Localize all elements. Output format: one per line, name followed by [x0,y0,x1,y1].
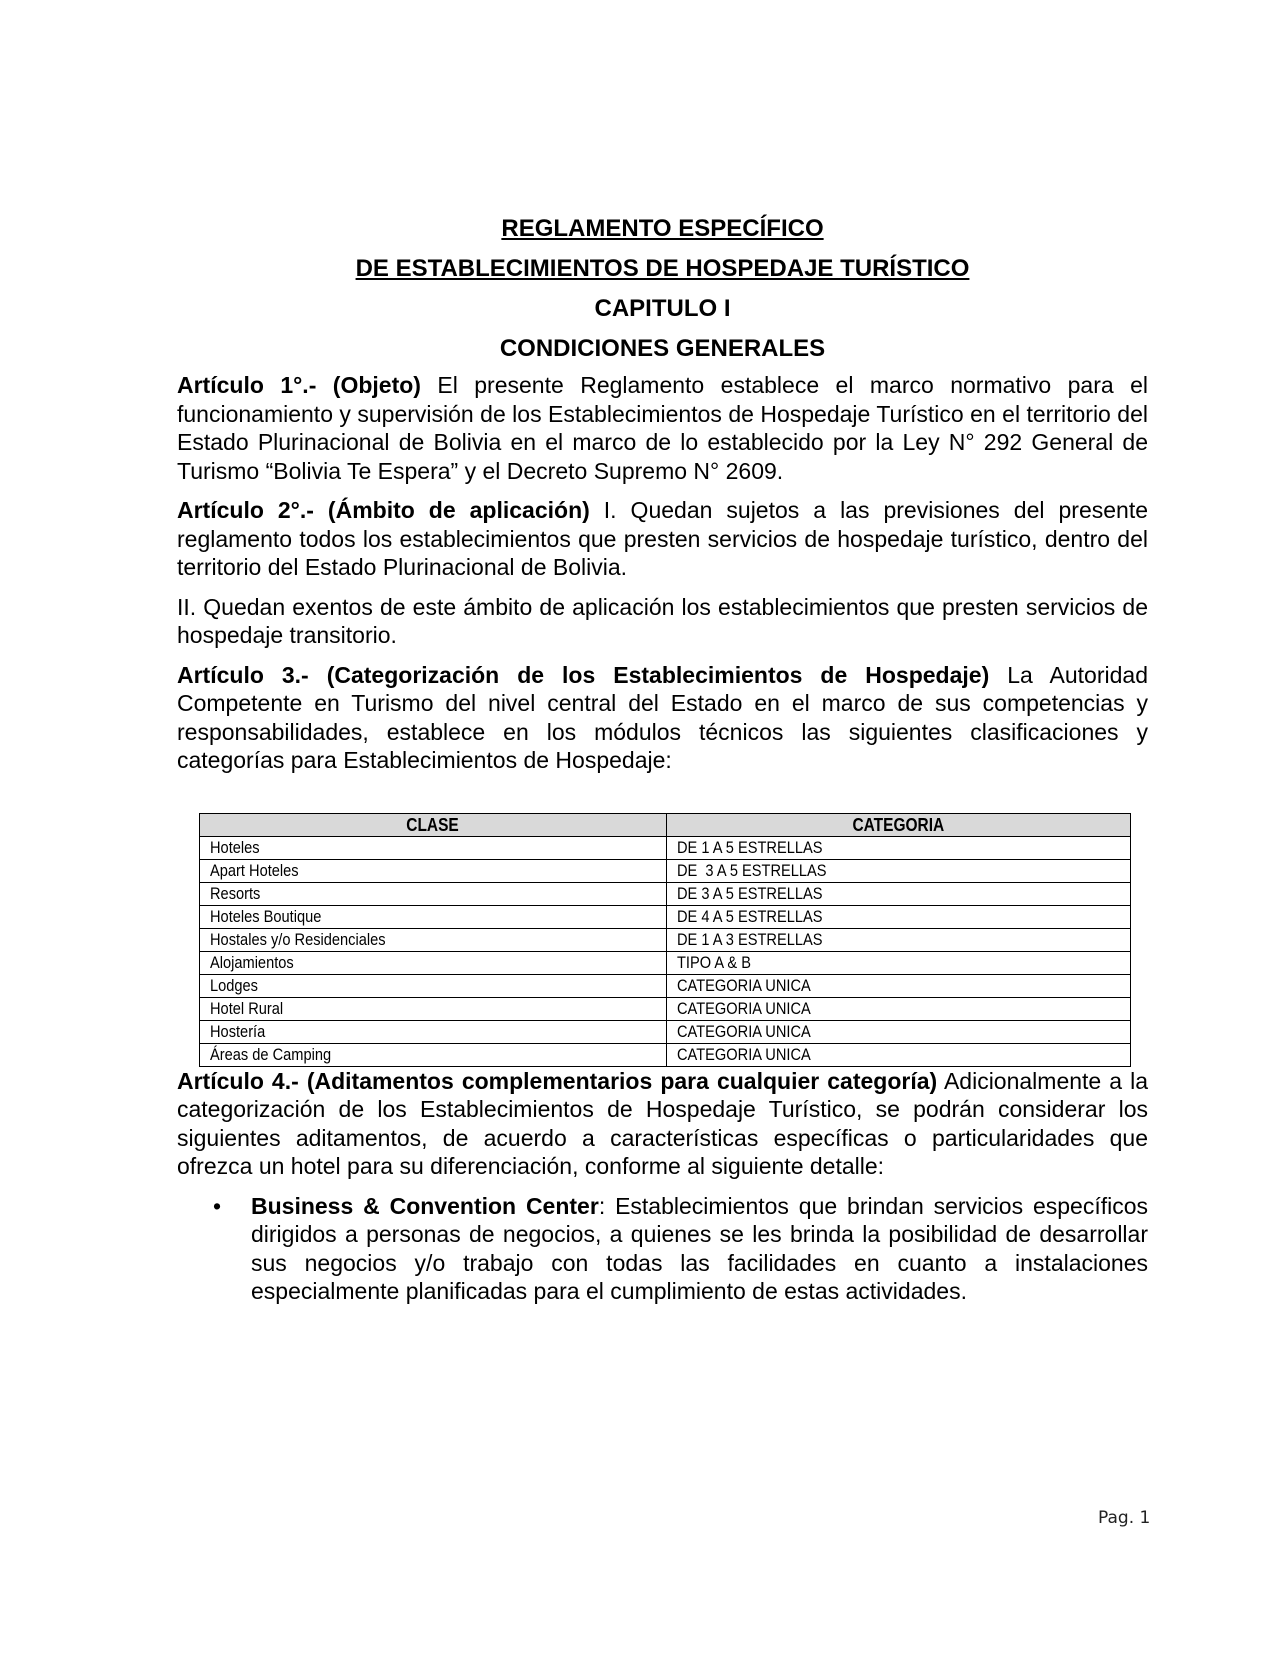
table-row [200,836,1131,859]
article-3-label: Artículo 3.- (Categorización de los Establecimientos de Hospedaje) [177,661,990,688]
article-3 [177,661,1148,775]
document-title-line1: REGLAMENTO ESPECÍFICO [501,215,824,242]
article-1 [177,371,1148,485]
chapter-title: CONDICIONES GENERALES [499,335,826,362]
category-table-wrapper [199,813,1131,1067]
article-4 [177,1067,1148,1181]
categoria-cell: DE 1 A 3 ESTRELLAS [667,928,1131,951]
chapter-number: CAPITULO I [594,295,731,322]
table-row [200,928,1131,951]
table-row [200,997,1131,1020]
list-item-label: Business & Convention Center [251,1192,599,1219]
header-clase: CLASE [200,813,667,836]
clase-cell: Lodges [200,974,667,997]
article-1-text: El presente Reglamento establece el marco normativo para el funcionamiento y supervisión de los Establecimientos de Hospedaje Turístico en el territorio del Estado Plurinacional de Bolivia en el marco de lo establecido por la Ley N° 292 General de Turismo “Bolivia Te Espera” y el Decreto Supremo N° 2609. [177,372,1149,484]
table-header-row [200,813,1131,836]
categoria-cell: DE 1 A 5 ESTRELLAS [667,836,1131,859]
table-row [200,1020,1131,1043]
table-row [200,1043,1131,1066]
article-2 [177,496,1148,582]
categoria-cell: CATEGORIA UNICA [667,974,1131,997]
clase-cell: Áreas de Camping [200,1043,667,1066]
clase-cell: Hotel Rural [200,997,667,1020]
header-categoria: CATEGORIA [667,813,1131,836]
table-row [200,905,1131,928]
document-title-line2: DE ESTABLECIMIENTOS DE HOSPEDAJE TURÍSTICO [355,255,970,282]
clase-cell: Resorts [200,882,667,905]
categoria-cell: DE 3 A 5 ESTRELLAS [667,882,1131,905]
clase-cell: Hoteles Boutique [200,905,667,928]
category-table [199,813,1131,1067]
table-row [200,882,1131,905]
article-1-label: Artículo 1°.- (Objeto) [177,372,421,398]
clase-cell: Alojamientos [200,951,667,974]
clase-cell: Hostales y/o Residenciales [200,928,667,951]
article-2-text: I. Quedan sujetos a las previsiones del presente reglamento todos los establecimientos que presten servicios de hospedaje turístico, dentro del territorio del Estado Plurinacional de Bolivia. [177,497,1148,580]
document-page [177,214,1148,1306]
page-number: Pag. 1 [1098,1508,1151,1528]
aditamentos-list [177,1192,1148,1306]
list-item [213,1192,1148,1306]
clase-cell: Hoteles [200,836,667,859]
categoria-cell: DE 3 A 5 ESTRELLAS [667,859,1131,882]
categoria-cell: CATEGORIA UNICA [667,997,1131,1020]
clase-cell: Apart Hoteles [200,859,667,882]
categoria-cell: DE 4 A 5 ESTRELLAS [667,905,1131,928]
article-4-label: Artículo 4.- (Aditamentos complementarios para cualquier categoría) [177,1067,938,1094]
categoria-cell: CATEGORIA UNICA [667,1043,1131,1066]
categoria-cell: CATEGORIA UNICA [667,1020,1131,1043]
table-row [200,974,1131,997]
bullet-icon: • [213,1192,222,1219]
list-item-text: : Establecimientos que brindan servicios específicos dirigidos a personas de negocios, a quienes se les brinda la posibilidad de desarrollar sus negocios y/o trabajo con todas las facilidades en cuanto a instalaciones especialmente planificadas para el cumplimiento de estas actividades. [251,1192,1148,1304]
article-2-section-ii: II. Quedan exentos de este ámbito de aplicación los establecimientos que presten servicios de hospedaje transitorio. [177,593,1148,648]
table-row [200,951,1131,974]
article-3-text: La Autoridad Competente en Turismo del nivel central del Estado en el marco de sus competencias y responsabilidades, establece en los módulos técnicos las siguientes clasificaciones y categorías para Establecimientos de Hospedaje: [177,661,1148,773]
article-4-text: Adicionalmente a la categorización de los Establecimientos de Hospedaje Turístico, se podrán considerar los siguientes aditamentos, de acuerdo a características específicas o particularidades que ofrezca un hotel para su diferenciación, conforme al siguiente detalle: [177,1067,1148,1179]
table-row [200,859,1131,882]
clase-cell: Hostería [200,1020,667,1043]
article-2-label: Artículo 2°.- (Ámbito de aplicación) [177,497,590,523]
categoria-cell: TIPO A & B [667,951,1131,974]
